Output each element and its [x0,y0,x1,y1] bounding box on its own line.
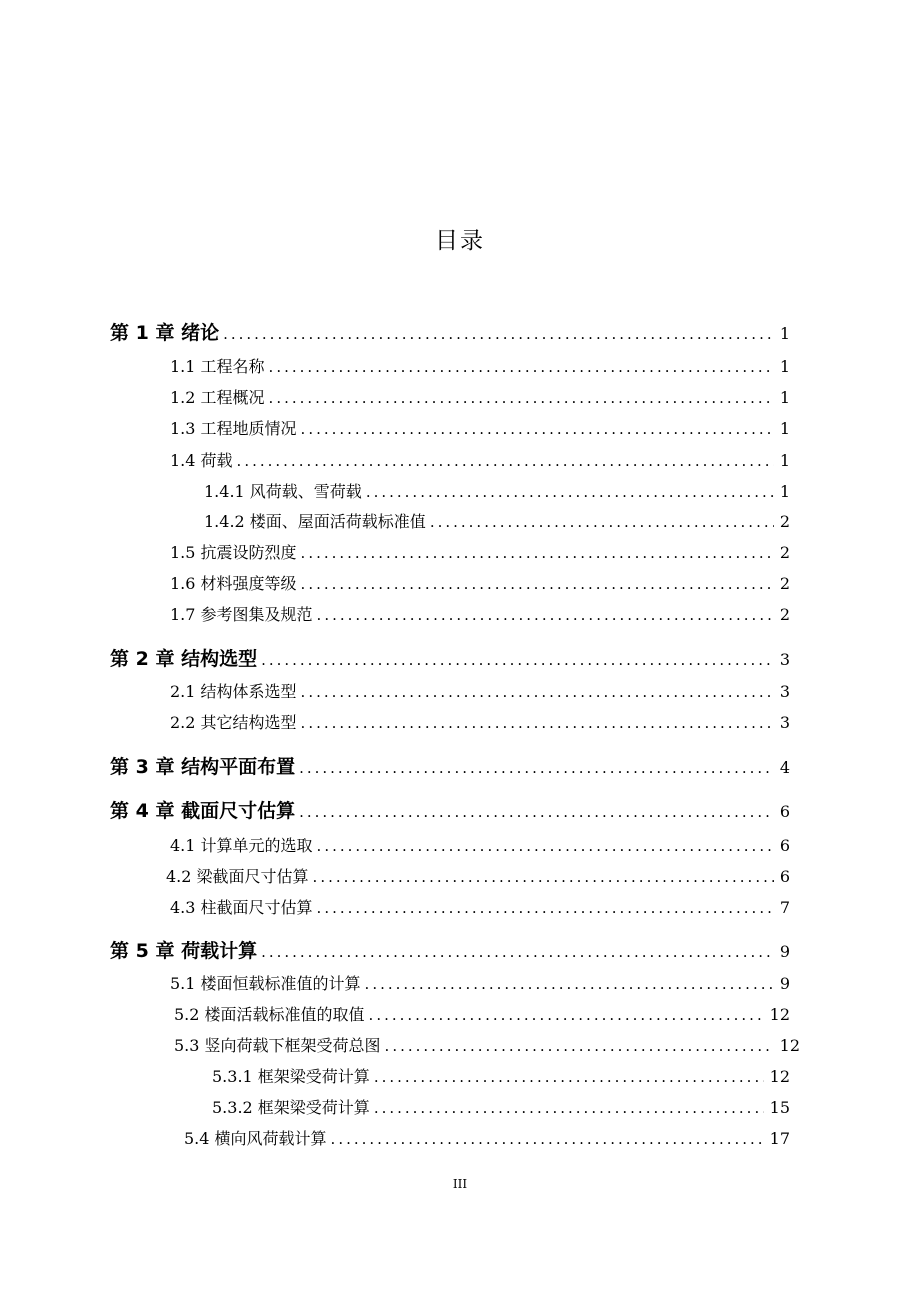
toc-entry-label: 5.3 竖向荷载下框架受荷总图 [174,1036,381,1055]
toc-entry-page: 9 [779,974,790,993]
toc-entry-label: 1.1 工程名称 [170,357,265,376]
toc-entry-label: 第 3 章 结构平面布置 [110,756,296,776]
toc-entry-page: 6 [779,867,790,886]
toc-entry-5-3-1[interactable] [212,1064,790,1088]
toc-entry-label: 第 1 章 绪论 [110,322,220,342]
toc-entry-4-3[interactable] [170,895,790,919]
toc-entry-5-3[interactable] [174,1033,800,1057]
toc-entry-page: 1 [779,482,790,501]
dot-leader [299,759,774,776]
dot-leader [317,606,774,624]
toc-entry-label: 第 5 章 荷载计算 [110,940,258,960]
dot-leader [301,683,774,701]
dot-leader [261,943,774,960]
toc-entry-4-2[interactable] [166,864,790,888]
dot-leader [374,1068,764,1086]
toc-entry-label: 1.6 材料强度等级 [170,574,297,593]
toc-entry-page: 3 [779,650,790,668]
toc-entry-1-3[interactable] [170,416,790,440]
toc-entry-page: 12 [779,1036,800,1055]
toc-entry-5-2[interactable] [174,1002,790,1026]
dot-leader [430,513,774,531]
dot-leader [313,868,774,886]
toc-entry-label: 1.4 荷载 [170,451,233,470]
toc-entry-1-4[interactable] [170,448,790,472]
toc-entry-page: 12 [769,1005,790,1024]
toc-entry-1-4-2[interactable] [204,509,790,533]
dot-leader [301,544,774,562]
toc-entry-5-4[interactable] [184,1126,790,1150]
dot-leader [374,1099,764,1117]
dot-leader [299,803,774,820]
toc-entry-page: 1 [779,451,790,470]
toc-entry-label: 5.4 横向风荷载计算 [184,1129,327,1148]
toc-entry-chapter-3[interactable] [110,752,790,776]
toc-entry-page: 2 [779,574,790,593]
toc-entry-2-1[interactable] [170,679,790,703]
toc-entry-1-2[interactable] [170,385,790,409]
toc-entry-page: 3 [779,713,790,732]
toc-entry-5-3-2[interactable] [212,1095,790,1119]
dot-leader [331,1130,764,1148]
toc-entry-chapter-2[interactable] [110,644,790,668]
toc-entry-chapter-5[interactable] [110,936,790,960]
dot-leader [317,899,774,917]
toc-entry-page: 9 [779,942,790,960]
toc-entry-5-1[interactable] [170,971,790,995]
toc-entry-page: 6 [779,802,790,820]
toc-entry-page: 4 [779,758,790,776]
toc-entry-1-7[interactable] [170,602,790,626]
toc-entry-1-5[interactable] [170,540,790,564]
toc-entry-label: 1.4.2 楼面、屋面活荷载标准值 [204,512,426,531]
toc-entry-label: 4.1 计算单元的选取 [170,836,313,855]
toc-entry-page: 12 [769,1067,790,1086]
toc-entry-label: 5.3.2 框架梁受荷计算 [212,1098,370,1117]
toc-entry-1-4-1[interactable] [204,479,790,503]
toc-entry-chapter-4[interactable] [110,796,790,820]
dot-leader [301,714,774,732]
page-number: III [452,1177,468,1191]
toc-entry-label: 1.5 抗震设防烈度 [170,543,297,562]
toc-entry-label: 2.2 其它结构选型 [170,713,297,732]
toc-title: 目录 [435,228,485,254]
dot-leader [365,975,774,993]
toc-entry-label: 5.1 楼面恒载标准值的计算 [170,974,361,993]
dot-leader [237,452,774,470]
dot-leader [223,325,774,342]
toc-entry-page: 1 [779,419,790,438]
toc-entry-page: 17 [769,1129,790,1148]
toc-entry-1-1[interactable] [170,354,790,378]
toc-entry-label: 2.1 结构体系选型 [170,682,297,701]
toc-entry-1-6[interactable] [170,571,790,595]
toc-entry-label: 1.7 参考图集及规范 [170,605,313,624]
toc-entry-page: 2 [779,512,790,531]
toc-entry-page: 1 [779,357,790,376]
toc-entry-2-2[interactable] [170,710,790,734]
toc-entry-page: 15 [769,1098,790,1117]
toc-entry-page: 2 [779,543,790,562]
toc-entry-page: 2 [779,605,790,624]
toc-entry-label: 第 2 章 结构选型 [110,648,258,668]
toc-entry-label: 5.3.1 框架梁受荷计算 [212,1067,370,1086]
dot-leader [301,420,774,438]
dot-leader [261,651,774,668]
toc-entry-4-1[interactable] [170,833,790,857]
toc-entry-label: 4.2 梁截面尺寸估算 [166,867,309,886]
toc-entry-label: 1.4.1 风荷载、雪荷载 [204,482,362,501]
toc-entry-label: 4.3 柱截面尺寸估算 [170,898,313,917]
dot-leader [385,1037,774,1055]
toc-entry-page: 1 [779,324,790,342]
dot-leader [301,575,774,593]
toc-entry-page: 6 [779,836,790,855]
toc-entry-chapter-1[interactable] [110,318,790,342]
toc-entry-label: 1.3 工程地质情况 [170,419,297,438]
dot-leader [317,837,774,855]
dot-leader [369,1006,764,1024]
toc-entry-page: 3 [779,682,790,701]
toc-entry-label: 1.2 工程概况 [170,388,265,407]
toc-entry-label: 5.2 楼面活载标准值的取值 [174,1005,365,1024]
toc-entry-label: 第 4 章 截面尺寸估算 [110,800,296,820]
toc-entry-page: 1 [779,388,790,407]
toc-entry-page: 7 [779,898,790,917]
dot-leader [366,483,774,501]
dot-leader [269,358,774,376]
dot-leader [269,389,774,407]
